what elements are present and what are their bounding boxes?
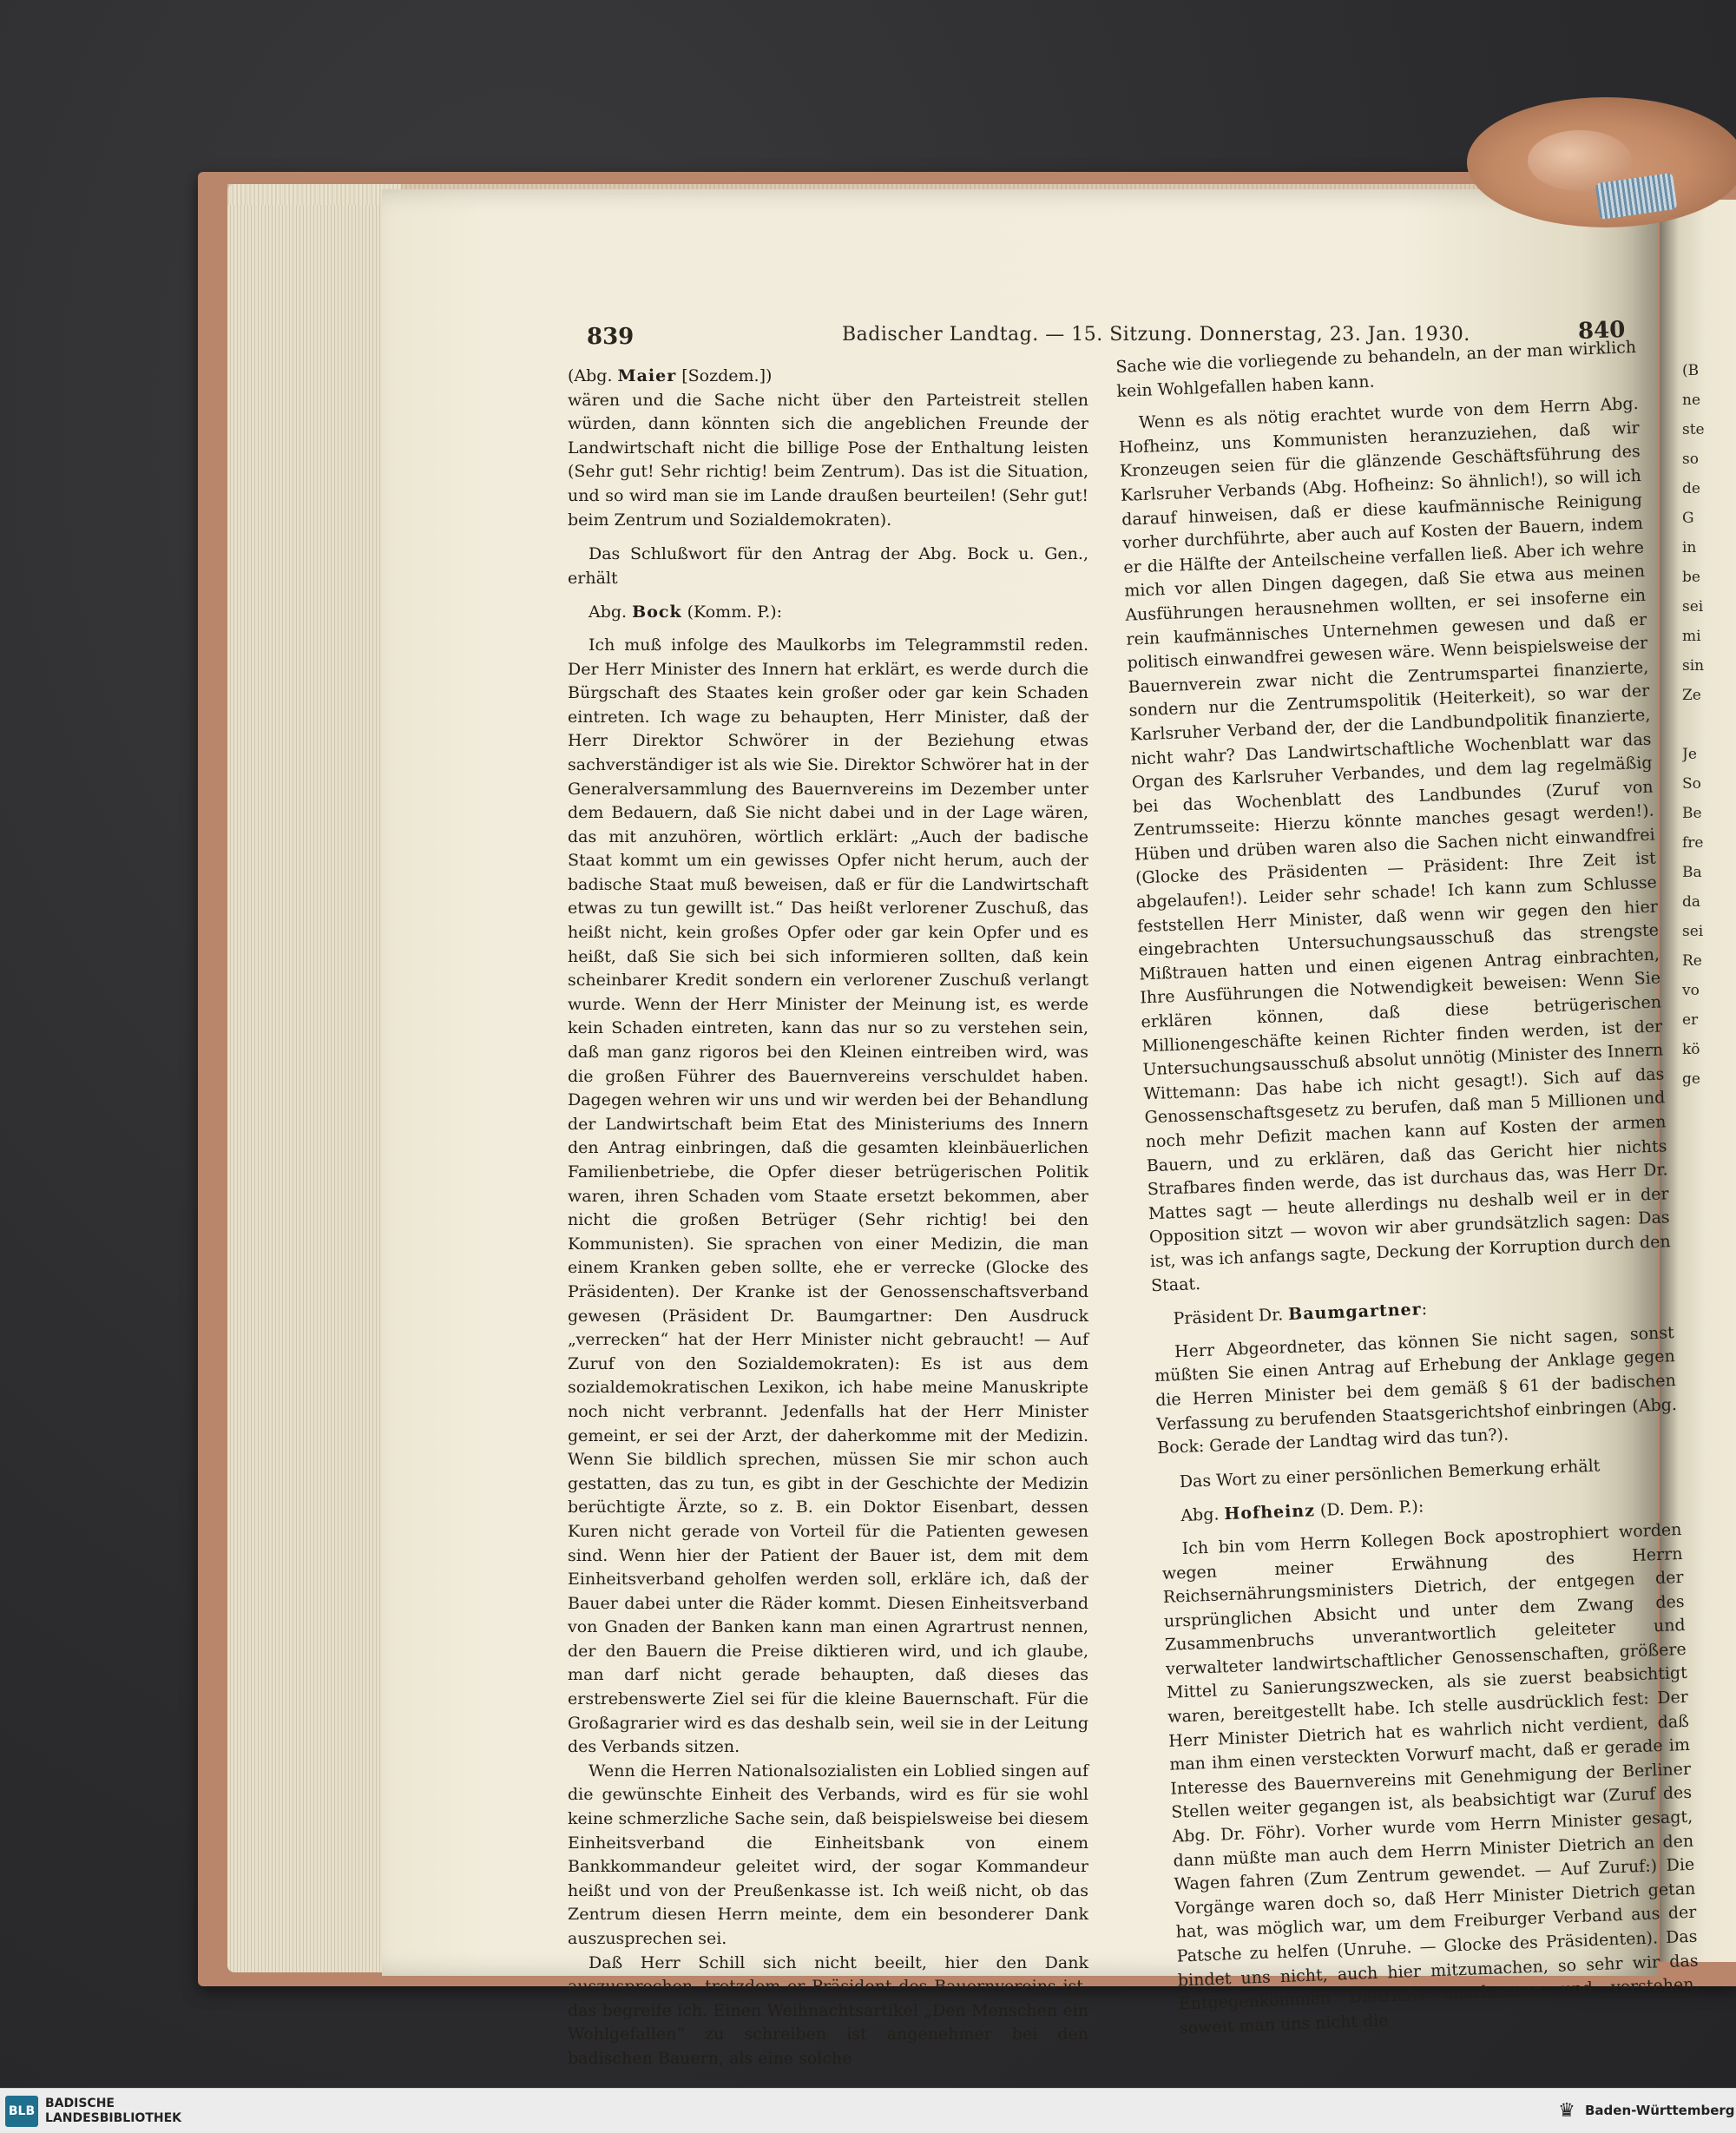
paragraph: Daß Herr Schill sich nicht beeilt, hier den Dank auszusprechen, trotzdem er Präsident des Bauernvereins ist, das begreife ich. Einen Weihnachtsartikel „Den Menschen ein Wohlgefallen“ zu schreiben ist angenehmer bei den badischen Bauern, als eine solche bbox=[568, 1952, 1088, 2068]
paragraph: Ich bin vom Herrn Kollegen Bock apostrophiert worden wegen meiner Erwähnung des Herrn Reichsernährungsministers Dietrich, der entgegen der ursprünglichen Absicht und unter dem Zwang des Zusammenbruchs unverantwortlich geleiteter und verwalteter landwirtschaftlicher Genossenschaften, größere Mittel zu Sanierungszwecken, als sie zuerst beabsichtigt waren, bereitgestellt habe. Ich stelle ausdrücklich fest: Der Herr Minister Dietrich hat es wahrlich nicht verdient, daß man ihm einen versteckten Vorwurf macht, daß er gerade im Interesse des Bauernvereins mit Genehmigung der Berliner Stellen weiter gegangen ist, als beabsichtigt war (Zuruf des Abg. Dr. Föhr). Vorher wurde vom Herrn Minister gesagt, dann müßte man auch dem Herrn Minister Dietrich an den Wagen fahren (Zum Zentrum gewendet. — Auf Zuruf:) Die Vorgänge waren doch so, daß Herr Minister Dietrich getan hat, was möglich war, um dem Freiburger Verband aus der Patsche zu helfen (Unruhe. — Glocke des Präsidenten). Das bindet uns nicht, auch hier mitzumachen, so sehr wir das Entgegenkommen Dietrichs anerkennen und verstehen, soweit man uns nicht die bbox=[1161, 1519, 1700, 2038]
speaker-heading: Abg. Bock (Komm. P.): bbox=[589, 602, 783, 622]
speaker-heading: Abg. Hofheinz (D. Dem. P.): bbox=[1180, 1497, 1424, 1526]
next-page-text-fragments: (B ne ste so de G in be sei mi sin Ze Je So Be fre Ba da sei Re vo er kö ge bbox=[1682, 362, 1705, 1088]
library-name-line2: LANDESBIBLIOTHEK bbox=[45, 2111, 182, 2125]
library-name-line1: BADISCHE bbox=[45, 2097, 115, 2110]
footer-banner bbox=[0, 2088, 1736, 2133]
page-number-right: 840 bbox=[1577, 317, 1626, 345]
running-head: Badischer Landtag. — 15. Sitzung. Donnerstag, 23. Jan. 1930. bbox=[842, 324, 1470, 346]
paragraph: wären und die Sache nicht über den Parteistreit stellen würden, dann könnten sich die angeblichen Freunde der Landwirtschaft nicht die billige Pose der Enthaltung leisten (Sehr gut! Sehr richtig! beim Zentrum). Das ist die Situation, und so wird man sie im Lande draußen beurteilen! (Sehr gut! beim Zentrum und Sozialdemokraten). bbox=[568, 390, 1088, 530]
state-coat-of-arms-icon: ♛ bbox=[1558, 2100, 1575, 2122]
paragraph: Wenn es als nötig erachtet wurde von dem Herrn Abg. Hofheinz, uns Kommunisten heranzuziehen, daß wir Kronzeugen seien für die glänzende Geschäftsführung des Karlsruher Verbands (Abg. Hofheinz: So ähnlich!), so will ich darauf hinweisen, daß er diese kaufmännische Reinigung vorher durchführte, aber auch auf Kosten der Bauern, indem er die Hälfte der Anteilscheine verfallen ließ. Aber ich wehre mich vor allen Dingen dagegen, daß Sie etwa aus meinen Ausführungen herausnehmen wollten, er sei insoferne ein rein kaufmännisches Unternehmen gewesen und daß er politisch einwandfrei gewesen wäre. Wenn beispielsweise der Bauernverein zwar nicht die Zentrumspartei finanzierte, sondern nur die Zentrumspolitik (Heiterkeit), so war der Karlsruher Verband der, der die Landbundpolitik finanzierte, nicht wahr? Das Landwirtschaftliche Wochenblatt war das Organ des Karlsruher Verbandes, und dem lag regelmäßig bei das Wochenblatt des Landbundes (Zuruf von Zentrumsseite: Hierzu könnte manches gesagt werden!). Hüben und drüben waren also die Sachen nicht einwandfrei (Glocke des Präsidenten — Präsident: Ihre Zeit ist abgelaufen!). Leider sehr schade! Ich kann zum Schlusse feststellen Herr Minister, daß wenn wir gegen den hier eingebrachten Untersuchungsausschuß das strengste Mißtrauen hatten und einen eigenen Antrag einbrachten, Ihre Ausführungen die Notwendigkeit beweisen: Wenn Sie erklären können, daß diese betrügerischen Millionengeschäfte keinen Richter finden werden, ist der Untersuchungsausschuß absolut unnötig (Minister des Innern Wittemann: Das habe ich nicht gesagt!). Sich auf das Genossenschaftsgesetz zu berufen, daß man 5 Millionen und noch mehr Defizit machen kann auf Kosten der armen Bauern, und zu erklären, daß das Gericht hier nichts Strafbares finden werde, das ist durchaus das, was Herr Dr. Mattes sagt — heute allerdings nu deshalb weil er in der Opposition sitzt — wovon wir aber grundsätzlich sagen: Das ist, was ich anfangs sagte, Deckung der Korruption durch den Staat. bbox=[1118, 394, 1672, 1295]
speaker-carry: (Abg. Maier [Sozdem.]) bbox=[568, 366, 773, 385]
speaker-heading: Präsident Dr. Baumgartner: bbox=[1173, 1300, 1428, 1329]
paragraph: Herr Abgeordneter, das können Sie nicht sagen, sonst müßten Sie einen Antrag auf Erhebung der Anklage gegen die Herren Minister bei dem gemäß § 61 der badischen Verfassung zu berufenden Staatsgerichtshof einbringen (Abg. Bock: Gerade der Landtag wird das tun?). bbox=[1154, 1322, 1678, 1458]
paragraph: Sache wie die vorliegende zu behandeln, an der man wirklich kein Wohlgefallen haben kann. bbox=[1115, 337, 1637, 401]
left-column bbox=[568, 365, 1088, 2071]
page-number-left: 839 bbox=[587, 324, 635, 350]
paragraph-announcement: Das Schlußwort für den Antrag der Abg. Bock u. Gen., erhält bbox=[568, 544, 1088, 588]
paragraph: Ich muß infolge des Maulkorbs im Telegrammstil reden. Der Herr Minister des Innern hat erklärt, es werde durch die Bürgschaft des Staates kein großer oder gar kein Schaden eintreten. Ich wage zu behaupten, Herr Minister, daß der Herr Direktor Schwörer in der Beziehung etwas sachverständiger ist als wie Sie. Direktor Schwörer hat in der Generalversammlung des Bauernvereins im Dezember unter dem Bedauern, daß Sie nicht dabei und in der Lage wären, das mit anzuhören, wörtlich erklärt: „Auch der badische Staat kommt um ein gewisses Opfer nicht herum, auch der badische Staat muß beweisen, daß er für die Landwirtschaft etwas zu tun gewillt ist.“ Das heißt verlorener Zuschuß, das heißt nicht, kein großes Opfer oder gar kein Opfer und es heißt, daß Sie sich bei sich informieren sollten, daß kein scheinbarer Kredit sondern ein verlorener Zuschuß verlangt wurde. Wenn der Herr Minister der Meinung ist, es werde kein Schaden eintreten, kann das nur so zu verstehen sein, daß man ganz rigoros bei den Kleinen eintreiben wird, was die großen Führer des Bauernvereins verschuldet haben. Dagegen wehren wir uns und wir werden bei der Behandlung der Landwirtschaft beim Etat des Ministeriums des Innern den Antrag einbringen, daß die gesamten kleinbäuerlichen Familienbetriebe, die Opfer dieser betrügerischen Politik waren, ihren Schaden vom Staate ersetzt bekommen, aber nicht die großen Betrüger (Sehr richtig! bei den Kommunisten). Sie sprachen von einer Medizin, die man einem Kranken geben sollte, ehe er verrecke (Glocke des Präsidenten). Der Kranke ist der Genossenschaftsverband gewesen (Präsident Dr. Baumgartner: Den Ausdruck „verrecken“ hat der Herr Minister nicht gebraucht! — Auf Zuruf von den Sozialdemokraten): Es ist aus dem sozialdemokratischen Lexikon, ich habe meine Manuskripte noch nicht verbrannt. Jedenfalls hat der Herr Minister gemeint, er sei der Arzt, der daherkomme mit der Medizin. Wenn Sie bildlich sprechen, müssen Sie mir schon auch gestatten, das zu tun, es gibt in der Geschichte der Medizin berüchtigte Ärzte, so z. B. ein Doktor Eisenbart, dessen Kuren nicht gerade von Vorteil für die Patienten gewesen sind. Wenn hier der Patient der Bauer ist, dem mit dem Einheitsverband geholfen werden soll, erkläre ich, daß der Bauer dabei unter die Räder kommt. Diesen Einheitsverband von Gnaden der Banken kann man einen Agrartrust nennen, der den Bauern die Preise diktieren wird, und ich glaube, man darf nicht gerade behaupten, daß dieses das erstrebenswerte Ziel sei für die kleine Bauernschaft. Für die Großagrarier wird es das deshalb sein, weil sie in der Leitung des Verbands sitzen. bbox=[568, 635, 1088, 1757]
paragraph-announcement: Das Wort zu einer persönlichen Bemerkung erhält bbox=[1179, 1456, 1601, 1491]
library-name bbox=[45, 2097, 181, 2126]
right-column bbox=[1115, 336, 1700, 2041]
paragraph: Wenn die Herren Nationalsozialisten ein Loblied singen auf die gewünschte Einheit des Verbands, wird es für sie wohl keine schmerzliche Sache sein, daß beispielsweise bei diesem Einheitsverband die Einheitsbank von einem Bankkommandeur geleitet wird, der sogar Kommandeur heißt und von der Preußenkasse ist. Ich weiß nicht, ob das Zentrum diesen Herrn meinte, dem ein besonderer Dank auszusprechen sei. bbox=[568, 1761, 1088, 1948]
state-name[interactable]: Baden-Württemberg bbox=[1585, 2103, 1735, 2118]
blb-logo-icon[interactable]: BLB bbox=[5, 2096, 38, 2127]
